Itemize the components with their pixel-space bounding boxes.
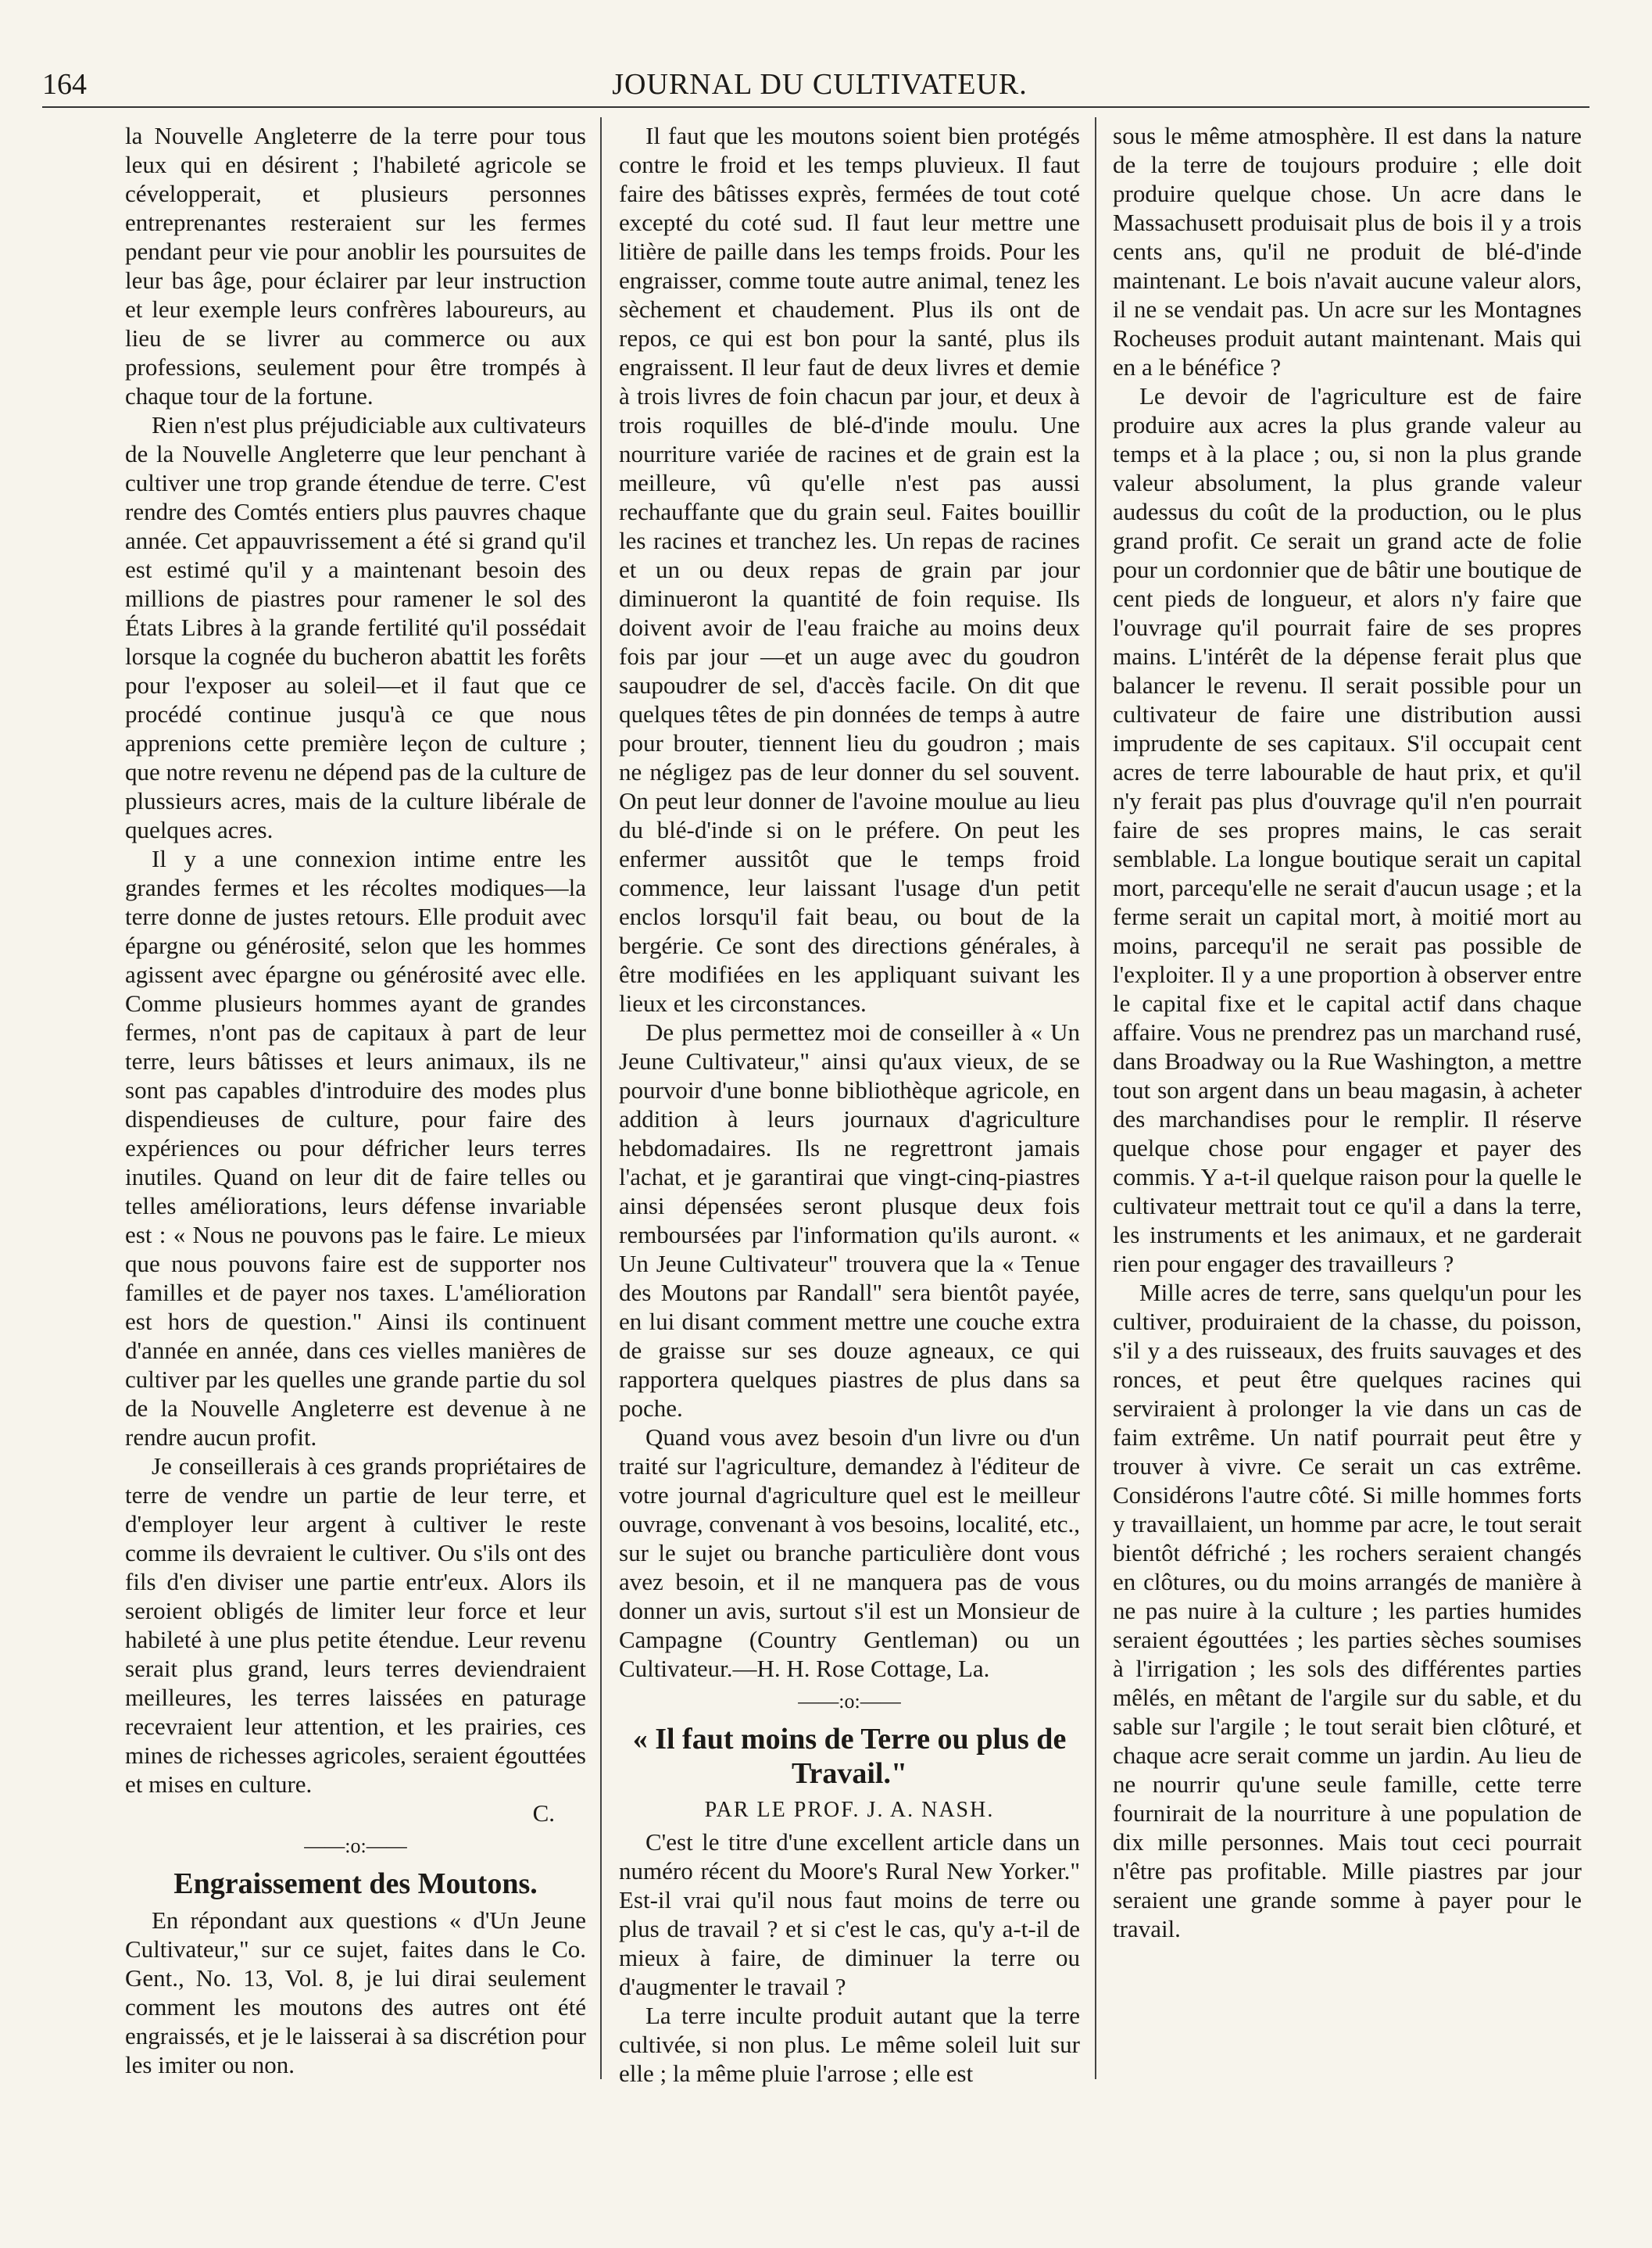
paragraph: Je conseillerais à ces grands propriétaires de terre de vendre un partie de leur terre, et d'employer leur argent à cultiver le reste comme ils devraient le cultiver. Ou s'ils ont des fils d'en diviser une partie entr'eux. Alors ils seroient obligés de limiter leur force et leur habileté à une plus petite étendue. Leur revenu serait plus grand, leurs terres deviendraient meilleures, les terres laissées en paturage recevraient leur attention, et les prairies, ces mines de richesses agricoles, seraient égouttées et mises en culture.	[125, 1452, 586, 1798]
paragraph: Rien n'est plus préjudiciable aux cultivateurs de la Nouvelle Angleterre que leur penchant à cultiver une trop grande étendue de terre. C'est rendre des Comtés entiers plus pauvres chaque année. Cet appauvrissement a été si grand qu'il est estimé qu'il y a maintenant besoin des millions de piastres pour ramener le sol des États Libres à la grande fertilité qu'il possédait lorsque la cognée du bucheron abattit les forêts pour l'exposer au soleil—et il faut que ce procédé continue jusqu'à ce que nous apprenions cette première leçon de culture ; que notre revenu ne dépend pas de la culture de plussieurs acres, mais de la culture libérale de quelques acres.	[125, 411, 586, 843]
paragraph: Il y a une connexion intime entre les grandes fermes et les récoltes modiques—la terre donne de justes retours. Elle produit avec épargne ou générosité, selon que les hommes agissent avec épargne ou générosité avec elle. Comme plusieurs hommes ayant de grandes fermes, n'ont pas de capitaux à part de leur terre, leurs bâtisses et leurs animaux, ils ne sont pas capables d'introduire des modes plus dispendieuses de culture, pour faire des expériences ou pour défricher leurs terres inutiles. Quand on leur dit de faire telles ou telles améliorations, leurs défense invariable est : « Nous ne pouvons pas le faire. Le mieux que nous pouvons faire est de supporter nos familles et de payer nos taxes. L'amélioration est hors de question." Ainsi ils continuent d'année en année, dans ces vielles manières de cultiver par les quelles une grande partie du sol de la Nouvelle Angleterre est devenue à ne rendre aucun profit.	[125, 845, 586, 1451]
column-1	[125, 121, 586, 2079]
byline: PAR LE PROF. J. A. NASH.	[704, 1798, 995, 1822]
paragraph: C'est le titre d'une excellent article dans un numéro récent du Moore's Rural New Yorker." Est-il vrai qu'il nous faut moins de terre ou plus de travail ? et si c'est le cas, qu'y a-t-il de mieux à faire, de diminuer la terre ou d'augmenter le travail ?	[619, 1828, 1080, 2000]
article-title: Engraissement des Moutons.	[173, 1867, 538, 1900]
column-divider	[1095, 117, 1096, 2079]
paragraph: Mille acres de terre, sans quelqu'un pour les cultiver, produiraient de la chasse, du poisson, s'il y a des ruisseaux, des fruits sauvages et des ronces, et peut être quelques racines qui serviraient à prolonger la vie dans un cas de faim extrême. Un natif pourrait peut être y trouver à vivre. Ce serait un cas extrême. Considérons l'autre côté. Si mille hommes forts y travaillaient, un homme par acre, le tout serait bientôt défriché ; les rochers seraient changés en clôtures, ou du moins arrangés de manière à ne pas nuire à la culture ; les parties humides seraient égouttées ; les parties sèches soumises à l'irrigation ; les sols des différentes parties mêlés, en mêtant de l'argile sur du sable, et du sable sur l'argile ; le tout serait bien clôturé, et chaque acre serait comme un jardin. Au lieu de ne nourrir qu'une seule famille, cette terre fournirait de la nourriture à une population de dix mille personnes. Mais tout ceci pourrait n'être pas profitable. Mille piastres par jour seraient une grande somme à payer pour le travail.	[1113, 1279, 1582, 1942]
journal-title: JOURNAL DU CULTIVATEUR.	[612, 68, 1028, 101]
column-3	[1113, 121, 1582, 1943]
paragraph: De plus permettez moi de conseiller à « Un Jeune Cultivateur," ainsi qu'aux vieux, de se pourvoir d'une bonne bibliothèque agricole, en addition à leurs journaux d'agriculture hebdomadaires. Ils ne regrettront jamais l'achat, et je garantirai que vingt-cinq-piastres ainsi dépensées seront plusque deux fois remboursées par l'information qu'ils auront. « Un Jeune Cultivateur" trouvera que la « Tenue des Moutons par Randall" sera bientôt payée, en lui disant comment mettre une couche extra de graisse sur ses douze agneaux, ce qui rapportera quelques piastres de plus dans sa poche.	[619, 1018, 1080, 1422]
paragraph: sous le même atmosphère. Il est dans la nature de la terre de toujours produire ; elle doit produire quelque chose. Un acre dans le Massachusett produisait plus de bois il y a trois cents ans, qu'il ne produit de blé-d'inde maintenant. Le bois n'avait aucune valeur alors, il ne se vendait pas. Un acre sur les Montagnes Rocheuses produit autant maintenant. Mais qui en a le bénéfice ?	[1113, 122, 1582, 381]
signature: C.	[532, 1799, 555, 1827]
column-2	[619, 121, 1080, 2088]
article-title: « Il faut moins de Terre ou plus de Travail."	[632, 1723, 1067, 1790]
page-header	[42, 67, 1597, 105]
header-rule	[42, 106, 1589, 108]
page-number: 164	[42, 68, 87, 101]
separator: ——:o:——	[798, 1690, 901, 1713]
paragraph: En répondant aux questions « d'Un Jeune Cultivateur," sur ce sujet, faites dans le Co. Gent., No. 13, Vol. 8, je lui dirai seulement comment les moutons des autres ont été engraissés, et je le laisserai à sa discrétion pour les imiter ou non.	[125, 1906, 586, 2078]
separator: ——:o:——	[304, 1835, 407, 1857]
paragraph: La terre inculte produit autant que la terre cultivée, si non plus. Le même soleil luit sur elle ; la même pluie l'arrose ; elle est	[619, 2002, 1080, 2087]
paragraph: Il faut que les moutons soient bien protégés contre le froid et les temps pluvieux. Il faut faire des bâtisses exprès, fermées de tout coté excepté du coté sud. Il faut leur mettre une litière de paille dans les temps froids. Pour les engraisser, comme toute autre animal, tenez les sèchement et chaudement. Plus ils ont de repos, ce qui est bon pour la santé, plus ils engraissent. Il leur faut de deux livres et demie à trois livres de foin chacun par jour, et deux à trois roquilles de blé-d'inde moulu. Une nourriture variée de racines et de grain est la meilleure, vû qu'elle n'est pas aussi rechauffante que du grain seul. Faites bouillir les racines et tranchez les. Un repas de racines et un ou deux repas de grain par jour diminueront la quantité de foin requise. Ils doivent avoir de l'eau fraiche au moins deux fois par jour —et un auge avec du goudron saupoudrer de sel, d'accès facile. On dit que quelques têtes de pin données de temps à autre pour brouter, tiennent lieu du goudron ; mais ne négligez pas de leur donner du sel souvent. On peut leur donner de l'avoine moulue au lieu du blé-d'inde si on le préfere. On peut les enfermer aussitôt que le temps froid commence, leur laissant l'usage d'un petit enclos lorsqu'il fait beau, ou bout de la bergérie. Ce sont des directions générales, à être modifiées en les appliquant suivant les lieux et les circonstances.	[619, 122, 1080, 1017]
paragraph: Le devoir de l'agriculture est de faire produire aux acres la plus grande valeur au temps et à la place ; ou, si non la plus grande valeur absolument, la plus grande valeur audessus du coût de la production, ou le plus grand profit. Ce serait un grand acte de folie pour un cordonnier que de bâtir une boutique de cent pieds de longueur, et alors n'y faire que l'ouvrage qu'il pourrait faire de ses propres mains. L'intérêt de la dépense ferait plus que balancer le revenu. Il serait possible pour un cultivateur de faire une distribution aussi imprudente de ses capitaux. S'il occupait cent acres de terre labourable de haut prix, et qu'il n'y ferait pas plus d'ouvrage qu'il n'en pourrait faire de ses propres mains, le cas serait semblable. La longue boutique serait un capital mort, parcequ'elle ne serait d'aucun usage ; et la ferme serait un capital mort, à moitié mort au moins, parcequ'il ne serait pas possible de l'exploiter. Il y a une proportion à observer entre le capital fixe et le capital actif dans chaque affaire. Vous ne prendrez pas un marchand rusé, dans Broadway ou la Rue Washington, a mettre tout son argent dans un beau magasin, à acheter des marchandises pour le remplir. Il réserve quelque chose pour engager et payer des commis. Y a-t-il quelque raison pour la quelle le cultivateur mettrait tout ce qu'il a dans la terre, les instruments et les animaux, et ne garderait rien pour engager des travailleurs ?	[1113, 382, 1582, 1277]
column-divider	[600, 117, 602, 2079]
paragraph: la Nouvelle Angleterre de la terre pour tous leux qui en désirent ; l'habileté agricole se cévelopperait, et plusieurs personnes entreprenantes resteraient sur les fermes pendant peur vie pour anoblir les poursuites de leur bas âge, pour éclairer par leur instruction et leur exemple leurs confrères laboureurs, au lieu de se livrer au commerce ou aux professions, seulement pour être trompés à chaque tour de la fortune.	[125, 122, 586, 410]
paragraph: Quand vous avez besoin d'un livre ou d'un traité sur l'agriculture, demandez à l'éditeur de votre journal d'agriculture quel est le meilleur ouvrage, convenant à vos besoins, localité, etc., sur le sujet ou branche particulière dont vous avez besoin, et il ne manquera pas de vous donner un avis, surtout s'il est un Monsieur de Campagne (Country Gentleman) ou un Cultivateur.—H. H. Rose Cottage, La.	[619, 1423, 1080, 1682]
